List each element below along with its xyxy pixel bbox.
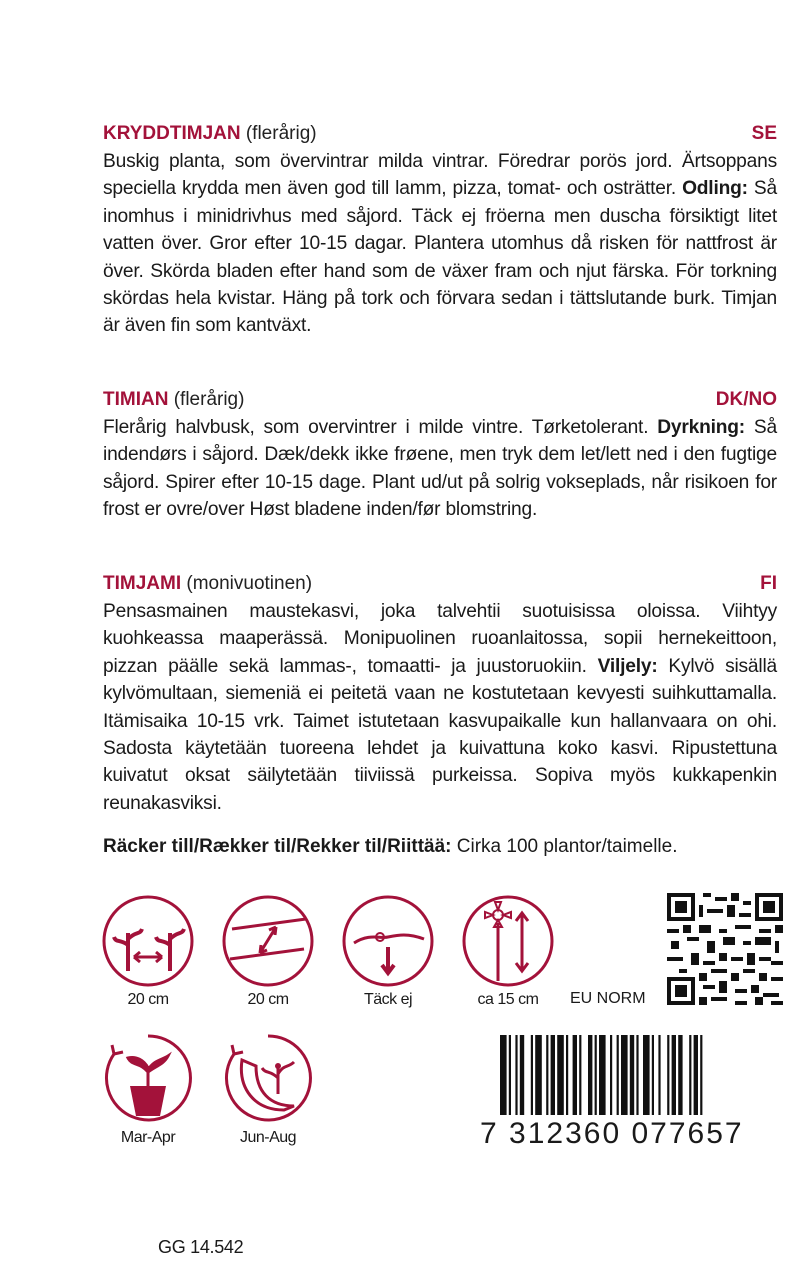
barcode-bar <box>566 1035 568 1115</box>
barcode-bar <box>700 1035 702 1115</box>
barcode-bar <box>617 1035 619 1115</box>
body-text-run: Buskig planta, som övervintrar milda vintrar. Föredrar porös jord. Ärtsoppans speciella krydda men även god till lamm, pizza, tomat- och osträtter. <box>103 151 777 200</box>
body-text-run: Så inomhus i minidrivhus med såjord. Täck ej fröerna men duscha försiktigt litet vatten över. Gror efter 10-15 dagar. Plantera utomhus då risken för nattfrost är över. Skörda bladen efter hand som de växer fram och njut färska. För torkning skördas hela kvistar. Häng på tork och förvara sedan i tättslutande burk. Timjan är även fin som kantväxt. <box>103 178 777 337</box>
section-fi <box>103 570 777 817</box>
body-text-run: Pensasmainen maustekasvi, joka talvehtii suotuisissa oloissa. Viihtyy kuohkeassa maaperässä. Monipuolinen ruoanlaitossa, sopii hernekeittoon, pizzan päälle sekä lammas-, tomaatti- ja juustoruokiin. <box>103 601 777 677</box>
sow-pot-icon <box>100 1030 196 1126</box>
body-text-run: Kylvö sisällä kylvömultaan, siemeniä ei peitetä vaan ne kostutetaan kevyesti suihkuttamalla. Itämisaika 10-15 vrk. Taimet istutetaan kasvupaikalle kun hallanvaara on ohi. Sadosta käytetään tuoreena lehdet ja kuivattuna koko kasvi. Ripustettuna kuivatut oksat säilytetään tiiviissä purkeissa. Sopiva myös kukkapenkin reunakasviksi. <box>103 655 777 814</box>
barcode-bar <box>588 1035 592 1115</box>
section-body <box>103 414 777 524</box>
section-header <box>103 386 777 414</box>
bold-keyword: Viljely: <box>597 655 658 677</box>
body-text-run: Flerårig halvbusk, som overvintrer i milde vintre. Tørketolerant. <box>103 417 658 438</box>
product-code: GG 14.542 <box>158 1237 244 1257</box>
yield-label: Räcker till/Rækker til/Rekker til/Riittää: <box>103 836 452 857</box>
language-code: FI <box>760 573 777 594</box>
section-subtitle: (flerårig) <box>168 389 245 410</box>
plant-spacing-icon <box>100 893 196 989</box>
barcode-bar <box>621 1035 628 1115</box>
barcode-bar <box>672 1035 676 1115</box>
barcode <box>500 1035 770 1115</box>
yield-line <box>103 836 677 858</box>
section-title: TIMJAMI <box>103 573 182 594</box>
sow-time-label: Mar-Apr <box>120 1129 176 1146</box>
section-body <box>103 148 777 340</box>
seed-cover-icon <box>340 893 436 989</box>
barcode-bar <box>599 1035 606 1115</box>
barcode-bar <box>515 1035 517 1115</box>
barcode-bar <box>678 1035 682 1115</box>
plant-height-label: ca 15 cm <box>477 991 539 1008</box>
barcode-bar <box>658 1035 660 1115</box>
body-text-run: Så indendørs i såjord. Dæk/dekk ikke frøene, men tryk dem let/lett ned i den fugtige såjord. Spirer efter 10-15 dage. Plant ud/ut på solrig vokseplads, når risikoen for frost er ovre/over Høst bladene inden/før blomstring. <box>103 417 777 521</box>
barcode-bar <box>557 1035 564 1115</box>
barcode-bar <box>689 1035 691 1115</box>
barcode-bar <box>630 1035 634 1115</box>
barcode-bar <box>643 1035 650 1115</box>
plant-height-icon <box>460 893 556 989</box>
plant-spacing-label: 20 cm <box>127 991 169 1008</box>
bold-keyword: Odling: <box>682 178 748 200</box>
barcode-bar <box>610 1035 612 1115</box>
barcode-bar <box>546 1035 548 1115</box>
section-dk-no <box>103 386 777 524</box>
eu-norm-label: EU NORM <box>570 990 646 1007</box>
barcode-bar <box>652 1035 654 1115</box>
barcode-bar <box>667 1035 669 1115</box>
barcode-bar <box>551 1035 555 1115</box>
section-subtitle: (flerårig) <box>240 123 317 144</box>
language-code: SE <box>751 123 777 144</box>
barcode-bar <box>509 1035 511 1115</box>
barcode-bar <box>579 1035 581 1115</box>
barcode-bar <box>636 1035 638 1115</box>
barcode-bar <box>531 1035 533 1115</box>
section-title: TIMIAN <box>103 389 169 410</box>
barcode-bar <box>694 1035 698 1115</box>
section-subtitle: (monivuotinen) <box>181 573 313 594</box>
barcode-bar <box>535 1035 542 1115</box>
row-spacing-label: 20 cm <box>247 991 289 1008</box>
barcode-number: 7 312360 077657 <box>480 1117 744 1150</box>
section-header <box>103 120 777 148</box>
barcode-bar <box>520 1035 524 1115</box>
harvest-icon <box>220 1030 316 1126</box>
section-header <box>103 570 777 598</box>
barcode-bar <box>573 1035 577 1115</box>
section-se <box>103 120 777 340</box>
barcode-bar <box>500 1035 507 1115</box>
harvest-time-label: Jun-Aug <box>239 1129 297 1146</box>
section-title: KRYDDTIMJAN <box>103 123 241 144</box>
bold-keyword: Dyrkning: <box>657 417 745 438</box>
section-body <box>103 598 777 817</box>
language-code: DK/NO <box>715 389 777 410</box>
yield-value: Cirka 100 plantor/taimelle. <box>451 836 678 857</box>
qr-code <box>666 893 784 1005</box>
seed-cover-label: Täck ej <box>363 991 413 1008</box>
barcode-bar <box>595 1035 597 1115</box>
row-spacing-icon <box>220 893 316 989</box>
